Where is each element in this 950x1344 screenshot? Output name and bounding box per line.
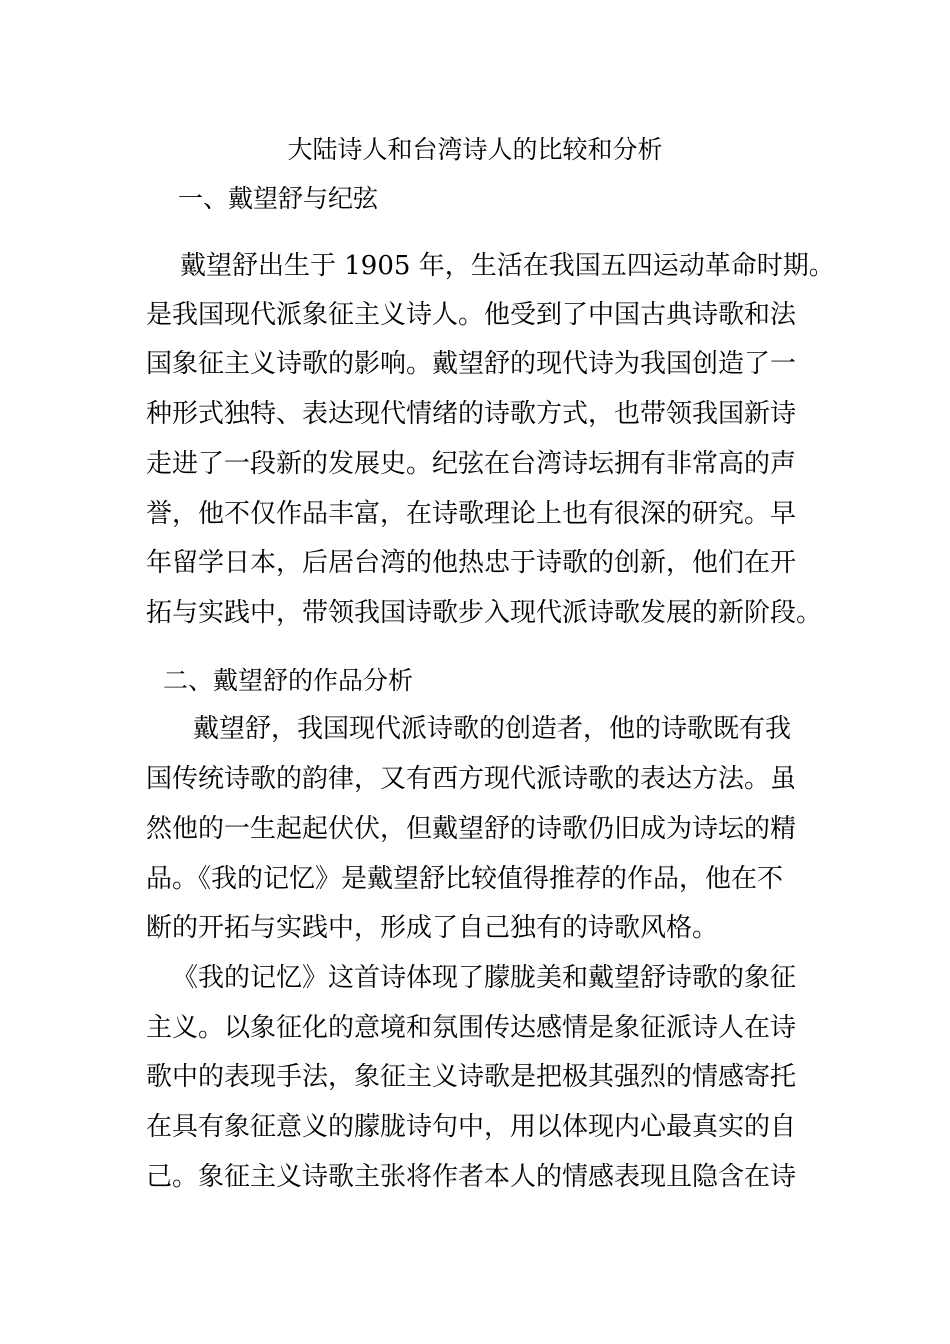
paragraph-line: 国传统诗歌的韵律，又有西方现代派诗歌的表达方法。虽 bbox=[146, 764, 797, 794]
paragraph-line: 断的开拓与实践中，形成了自己独有的诗歌风格。 bbox=[146, 913, 719, 943]
section-heading-2: 二、戴望舒的作品分析 bbox=[163, 666, 414, 695]
paragraph-line: 然他的一生起起伏伏，但戴望舒的诗歌仍旧成为诗坛的精 bbox=[146, 814, 797, 844]
paragraph-line: 年留学日本，后居台湾的他热忠于诗歌的创新，他们在开 bbox=[146, 548, 797, 578]
paragraph-line: 戴望舒，我国现代派诗歌的创造者，他的诗歌既有我 bbox=[193, 714, 792, 744]
paragraph-line: 走进了一段新的发展史。纪弦在台湾诗坛拥有非常高的声 bbox=[146, 449, 797, 479]
paragraph-line: 戴望舒出生于 1905 年，生活在我国五四运动革命时期。 bbox=[180, 251, 835, 281]
paragraph-line: 主义。以象征化的意境和氛围传达感情是象征派诗人在诗 bbox=[146, 1013, 797, 1043]
paragraph-line: 是我国现代派象征主义诗人。他受到了中国古典诗歌和法 bbox=[146, 300, 797, 330]
paragraph-line: 国象征主义诗歌的影响。戴望舒的现代诗为我国创造了一 bbox=[146, 349, 797, 379]
paragraph-line: 歌中的表现手法，象征主义诗歌是把极其强烈的情感寄托 bbox=[146, 1062, 797, 1092]
paragraph-line: 种形式独特、表达现代情绪的诗歌方式，也带领我国新诗 bbox=[146, 399, 797, 429]
paragraph-line: 誉，他不仅作品丰富，在诗歌理论上也有很深的研究。早 bbox=[146, 499, 797, 529]
paragraph-line: 在具有象征意义的朦胧诗句中，用以体现内心最真实的自 bbox=[146, 1112, 797, 1142]
section-heading-1: 一、戴望舒与纪弦 bbox=[178, 184, 379, 213]
paragraph-line: 品。《我的记忆》是戴望舒比较值得推荐的作品，他在不 bbox=[146, 864, 784, 894]
paragraph-line: 《我的记忆》这首诗体现了朦胧美和戴望舒诗歌的象征 bbox=[172, 963, 797, 993]
paragraph-line: 己。象征主义诗歌主张将作者本人的情感表现且隐含在诗 bbox=[146, 1162, 797, 1192]
document-title: 大陆诗人和台湾诗人的比较和分析 bbox=[287, 135, 663, 164]
paragraph-line: 拓与实践中，带领我国诗歌步入现代派诗歌发展的新阶段。 bbox=[146, 598, 823, 628]
